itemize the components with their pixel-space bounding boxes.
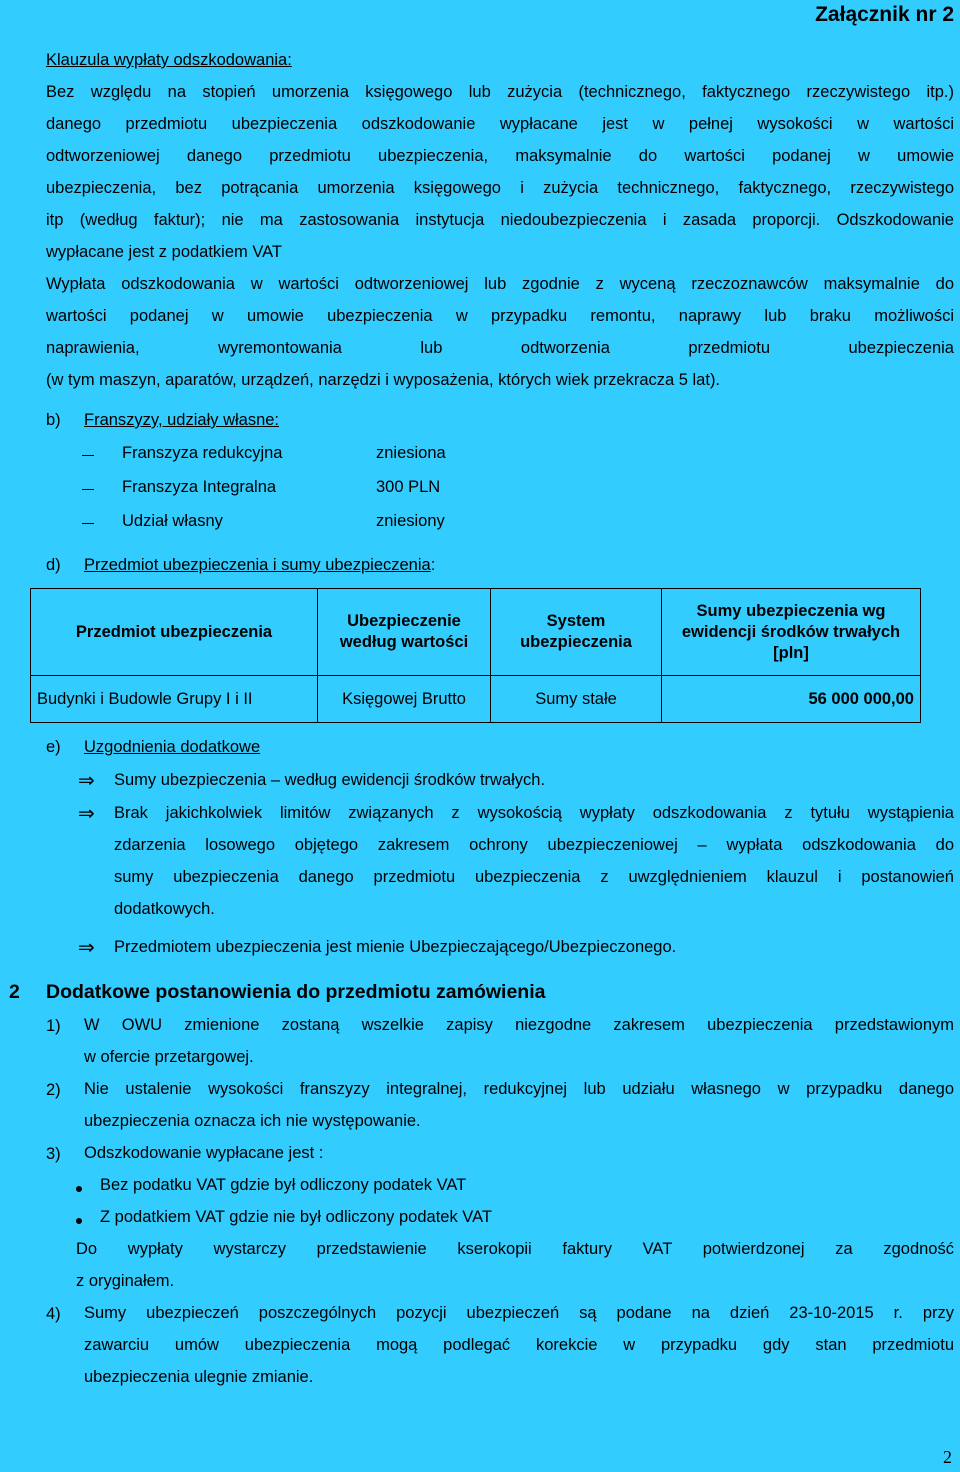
item-line: ubezpieczenia oznacza ich nie występowanie. [84,1112,421,1130]
table-cell: 56 000 000,00 [662,676,921,723]
deductible-value: zniesiony [376,512,445,530]
table-header-cell: System ubezpieczenia [491,589,662,676]
agreements-label: e) [46,738,61,756]
item-label: 1) [46,1017,61,1035]
table-cell: Księgowej Brutto [318,676,491,723]
dash-icon [82,489,94,490]
deductible-name: Franszyza Integralna [122,478,277,496]
clause-line: Wypłata odszkodowania w wartości odtworzeniowej lub zgodnie z wyceną rzeczoznawców maksymalnie do [46,275,954,293]
page-number: 2 [943,1447,952,1467]
item-line: z oryginałem. [76,1272,175,1290]
item-line: Odszkodowanie wypłacane jest : [84,1144,324,1162]
agreement-line: dodatkowych. [114,900,215,918]
item-label: 3) [46,1145,61,1163]
deductible-value: 300 PLN [376,478,441,496]
section-number: 2 [9,981,20,1003]
table-cell: Budynki i Budowle Grupy I i II [31,676,318,723]
clause-line: danego przedmiotu ubezpieczenia odszkodowanie wypłacane jest w pełnej wysokości w wartości [46,115,954,133]
table-header-cell: Ubezpieczenie według wartości [318,589,491,676]
implies-arrow-icon: ⇒ [78,803,95,825]
subject-heading-suffix: : [430,556,436,574]
clause-line: (w tym maszyn, aparatów, urządzeń, narzędzi i wyposażenia, których wiek przekracza 5 lat). [46,371,721,389]
bullet-line: Z podatkiem VAT gdzie nie był odliczony podatek VAT [100,1208,492,1226]
agreement-line: Brak jakichkolwiek limitów związanych z wysokością wypłaty odszkodowania z tytułu wystąpienia [114,804,954,822]
item-line: Sumy ubezpieczeń poszczególnych pozycji ubezpieczeń są podane na dzień 23-10-2015 r. przy [84,1304,954,1322]
table-header-cell: Sumy ubezpieczenia wg ewidencji środków trwałych [pln] [662,589,921,676]
deductible-name: Udział własny [122,512,223,530]
dash-icon [82,455,94,456]
clause-line: ubezpieczenia, bez potrącania umorzenia księgowego i zużycia technicznego, faktycznego, rzeczywistego [46,179,954,197]
implies-arrow-icon: ⇒ [78,770,95,792]
clause-line: itp (według faktur); nie ma zastosowania instytucja niedoubezpieczenia i zasada proporcji. Odszkodowanie [46,211,954,229]
bullet-icon [76,1218,82,1224]
deductible-value: zniesiona [376,444,446,462]
implies-arrow-icon: ⇒ [78,937,95,959]
clause-line: naprawienia, wyremontowania lub odtworzenia przedmiotu ubezpieczenia [46,339,954,357]
item-label: 4) [46,1305,61,1323]
agreement-line: Sumy ubezpieczenia – według ewidencji środków trwałych. [114,771,546,789]
subject-heading-wrap [84,556,435,575]
deductibles-label: b) [46,411,61,429]
clause-heading: Klauzula wypłaty odszkodowania: [46,51,292,69]
agreement-line: zdarzenia losowego objętego zakresem ochrony ubezpieczeniowej – wypłata odszkodowania do [114,836,954,854]
subject-label: d) [46,556,61,574]
appendix-label: Załącznik nr 2 [815,3,954,26]
clause-line: wypłacane jest z podatkiem VAT [46,243,282,261]
item-label: 2) [46,1081,61,1099]
item-line: w ofercie przetargowej. [84,1048,254,1066]
bullet-icon [76,1186,82,1192]
table-row [31,676,921,723]
agreements-heading: Uzgodnienia dodatkowe [84,738,261,756]
table-cell: Sumy stałe [491,676,662,723]
item-line: Nie ustalenie wysokości franszyzy integralnej, redukcyjnej lub udziału własnego w przypadku danego [84,1080,954,1098]
deductibles-heading: Franszyzy, udziały własne: [84,411,280,429]
bullet-line: Bez podatku VAT gdzie był odliczony podatek VAT [100,1176,467,1194]
deductible-name: Franszyza redukcyjna [122,444,283,462]
dash-icon [82,523,94,524]
table-header-row [31,589,921,676]
table-header-cell: Przedmiot ubezpieczenia [31,589,318,676]
clause-line: wartości podanej w umowie ubezpieczenia w przypadku remontu, naprawy lub braku możliwości [46,307,954,325]
item-line: W OWU zmienione zostaną wszelkie zapisy niezgodne zakresem ubezpieczenia przedstawionym [84,1016,954,1034]
clause-line: odtworzeniowej danego przedmiotu ubezpieczenia, maksymalnie do wartości podanej w umowie [46,147,954,165]
subject-heading: Przedmiot ubezpieczenia i sumy ubezpieczenia [84,556,431,574]
item-line: ubezpieczenia ulegnie zmianie. [84,1368,314,1386]
agreement-line: sumy ubezpieczenia danego przedmiotu ubezpieczenia z uwzględnieniem klauzul i postanowień [114,868,954,886]
item-line: Do wypłaty wystarczy przedstawienie kserokopii faktury VAT potwierdzonej za zgodność [76,1240,954,1258]
agreement-line: Przedmiotem ubezpieczenia jest mienie Ubezpieczającego/Ubezpieczonego. [114,938,677,956]
item-line: zawarciu umów ubezpieczenia mogą podlegać korekcie w przypadku gdy stan przedmiotu [84,1336,954,1354]
coverage-table [30,588,921,723]
clause-line: Bez względu na stopień umorzenia księgowego lub zużycia (technicznego, faktycznego rzeczywistego itp.) [46,83,954,101]
section-title: Dodatkowe postanowienia do przedmiotu zamówienia [46,981,546,1003]
